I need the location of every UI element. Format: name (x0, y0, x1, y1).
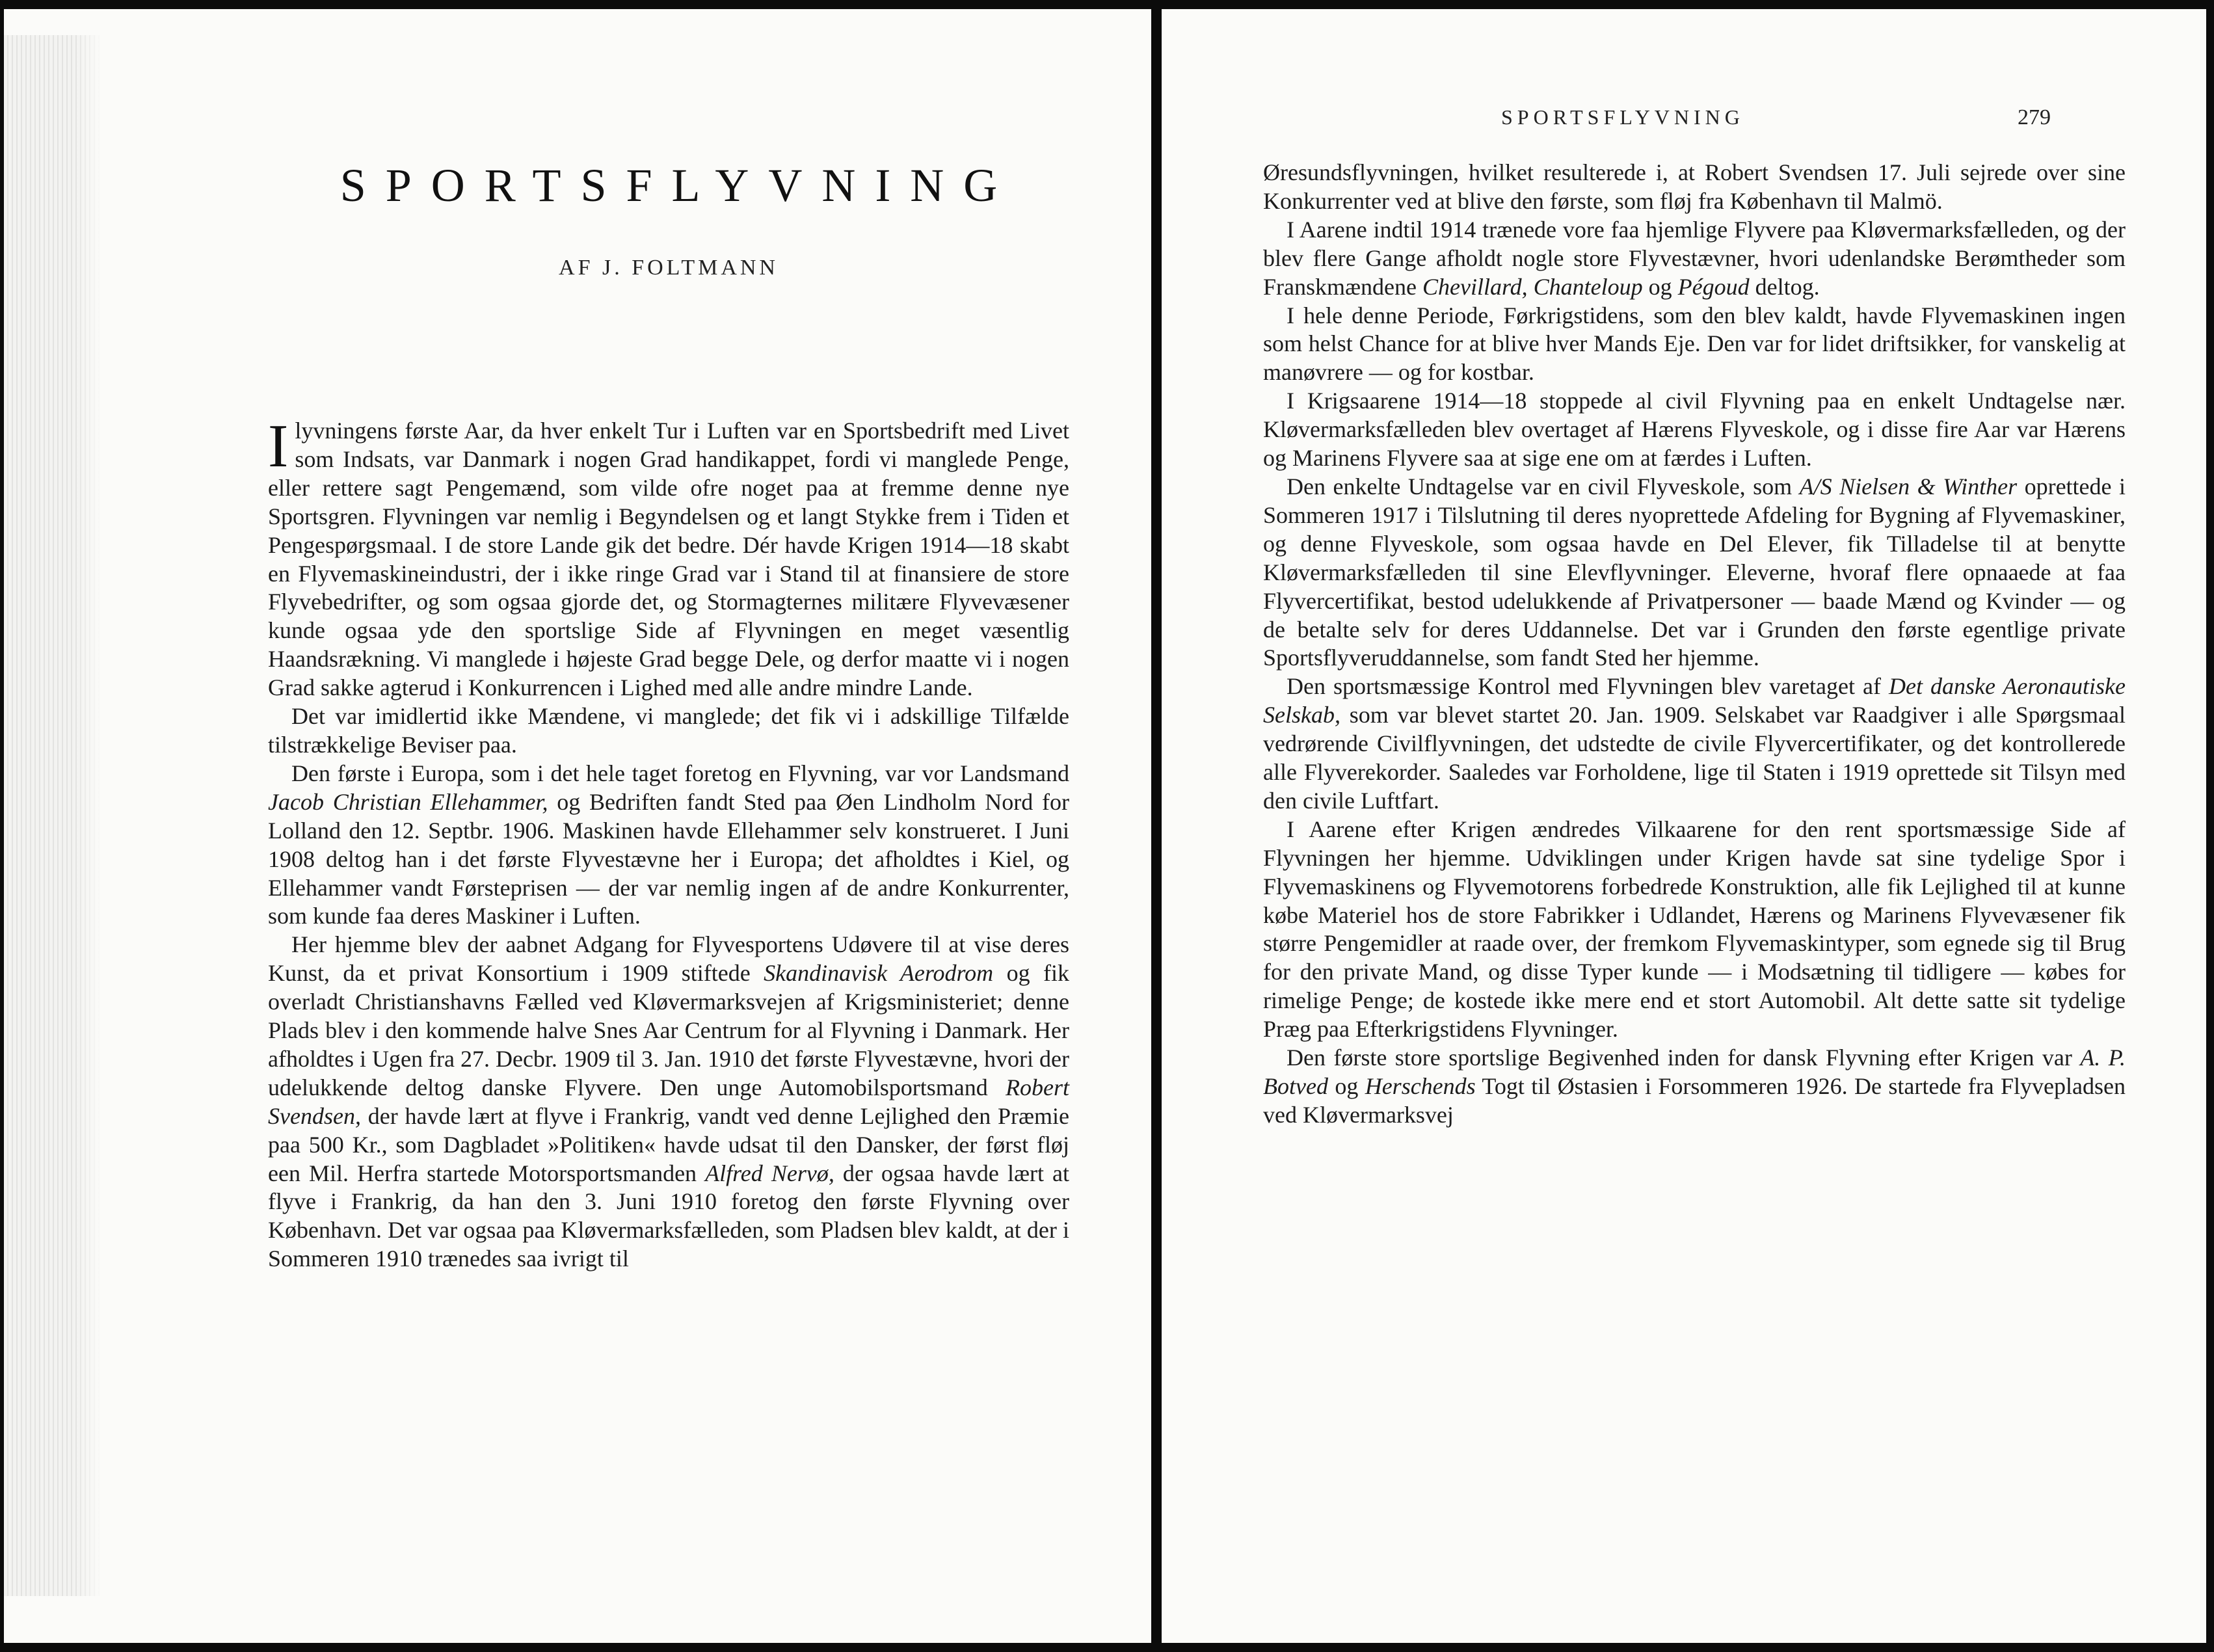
name-italic: Herschends (1365, 1073, 1476, 1099)
paragraph-8 (1263, 1044, 2126, 1130)
name-italic: Pégoud (1677, 273, 1750, 300)
page-edges (4, 35, 101, 1596)
text-run: Den enkelte Undtagelse var en civil Flyveskole, som (1287, 473, 1800, 500)
paragraph-4: I Krigsaarene 1914—18 stoppede al civil Flyvning paa en enkelt Undtagelse nær. Kløvermarksfælleden blev overtaget af Hærens Flyveskole, og i disse fire Aar var Hærens og Marinens Flyvere saa at sige ene om at færdes i Luften. (1263, 388, 2126, 472)
paragraph-7: I Aarene efter Krigen ændredes Vilkaarene for den rent sportsmæssige Side af Flyvningen her hjemme. Udviklingen under Krigen havde sat sine tydelige Spor i Flyvemaskinens og Flyvemotorens forbedrede Konstruktion, alle fik Lejlighed til at kunne købe Materiel hos de store Fabrikker i Udlandet, Hærens og Marinens Flyvevæsener fik større Pengemidler at raade over, der fremkom Flyvemaskintyper, som egnede sig til Brug for den private Mand, og disse Typer kunde — i Modsætning til tidligere — købes for rimelige Penge; de kostede ikke mere end et stort Automobil. Alt dette satte sit tydelige Præg paa Efterkrigstidens Flyvninger. (1263, 816, 2126, 1043)
paragraph-2 (1263, 216, 2126, 302)
running-head-title: SPORTSFLYVNING (1501, 105, 1744, 129)
article-title: SPORTSFLYVNING (340, 159, 1017, 211)
text-run: der havde lært at flyve i Frankrig, vandt ved denne Lejlighed den Præmie paa 500 Kr., som Dagbladet »Politiken« havde udsat til den Dansker, der først fløj een Mil. Herfra startede Motorsportsmanden (268, 1102, 1069, 1186)
left-text-column (268, 159, 1069, 1273)
text-run: der ogsaa havde lært at flyve i Frankrig, da han den 3. Juni 1910 foretog den første Flyvning over København. Det var ogsaa paa Kløvermarksfælleden, som Pladsen blev kaldt, at der i Sommeren 1910 trænedes saa ivrigt til (268, 1160, 1070, 1272)
paragraph-4 (268, 931, 1069, 1273)
name-italic: Alfred Nervø, (705, 1160, 834, 1186)
name-italic: Det danske Aeronautiske Selskab, (1263, 673, 2126, 728)
text-run: Togt til Østasien i Forsommeren 1926. De startede fra Flyvepladsen ved Kløvermarksvej (1263, 1073, 2126, 1128)
running-head (1162, 105, 2206, 138)
text-run: Den første store sportslige Begivenhed inden for dansk Flyvning efter Krigen var (1287, 1045, 2081, 1071)
paragraph-3 (268, 760, 1069, 931)
article-byline: AF J. FOLTMANN (559, 256, 779, 280)
text-run: I Aarene indtil 1914 trænede vore faa hjemlige Flyvere paa Kløvermarksfælleden, og der blev flere Gange afholdt nogle store Flyvestævner, hvori udenlandske Berømtheder som Franskmændene (1263, 216, 2126, 300)
name-italic: A/S Nielsen & Winther (1799, 473, 2018, 500)
paragraph-1: Øresundsflyvningen, hvilket resulterede i, at Robert Svendsen 17. Juli sejrede over sine Konkurrenter ved at blive den første, som fløj fra København til Malmö. (1263, 159, 2126, 214)
paragraph-6 (1263, 673, 2126, 816)
text-run: oprettede i Sommeren 1917 i Tilslutning til deres nyoprettede Afdeling for Bygning af Flyvemaskiner, og denne Flyveskole, som ogsaa havde en Del Elever, fik Tilladelse til at benytte Kløvermarksfælleden til sine Elevflyvninger. Eleverne, hvoraf flere opnaaede at faa Flyvercertifikat, bestod udelukkende af Privatpersoner — baade Mænd og Kvinder — og de betalte selv for deres Uddannelse. Det var i Grunden den første egentlige private Sportsflyveruddannelse, som fandt Sted her hjemme. (1263, 473, 2126, 671)
text-run: og (1327, 1073, 1365, 1099)
name-italic: A. P. Botved (1263, 1045, 2126, 1099)
paragraph-2: Det var imidlertid ikke Mændene, vi manglede; det fik vi i adskillige Tilfælde tilstrækkelige Beviser paa. (268, 703, 1069, 758)
text-run: Den første i Europa, som i det hele taget foretog en Flyvning, var vor Landsmand (291, 760, 1069, 786)
text-run: og Bedriften fandt Sted paa Øen Lindholm Nord for Lolland den 12. Septbr. 1906. Maskinen havde Ellehammer selv konstrueret. I Juni 1908 deltog han i det første Flyvestævne her i Europa; det afholdtes i Kiel, og Ellehammer vandt Førsteprisen — der var nemlig ingen af de andre Konkurrenter, som kunde faa deres Maskiner i Luften. (268, 788, 1070, 929)
text-run: deltog. (1749, 273, 1820, 300)
paragraph-1-text: lyvningens første Aar, da hver enkelt Tur i Luften var en Sportsbedrift med Livet som Indsats, var Danmark i nogen Grad handikappet, fordi vi manglede Penge, eller rettere sagt Pengemænd, som vilde ofre noget paa at fremme denne nye Sportsgren. Flyvningen var nemlig i Begyndelsen og et langt Stykke frem i Tiden et Pengespørgsmaal. I de store Lande gik det bedre. Dér havde Krigen 1914—18 skabt en Flyvemaskineindustri, der i ikke ringe Grad var i Stand til at finansiere de store Flyvebedrifter, og som ogsaa gjorde det, og Stormagternes militære Flyvevæsener kunde ogsaa yde den sportslige Side af Flyvningen en meget væsentlig Haandsrækning. Vi manglede i højeste Grad begge Dele, og derfor maatte vi i nogen Grad sakke agterud i Konkurrencen i Lighed med alle andre mindre Lande. (268, 418, 1069, 701)
text-run: og fik overladt Christianshavns Fælled ved Kløvermarksvejen af Krigsministeriet; denne Plads blev i den kommende halve Snes Aar Centrum for al Flyvning i Danmark. Her afholdtes i Ugen fra 27. Decbr. 1909 til 3. Jan. 1910 det første Flyvestævne, hvori der udelukkende deltog danske Flyvere. Den unge Automobilsportsmand (268, 960, 1069, 1100)
paragraph-5 (1263, 473, 2126, 673)
name-italic: Jacob Christian Ellehammer, (268, 788, 548, 815)
paragraph-3: I hele denne Periode, Førkrigstidens, som den blev kaldt, havde Flyvemaskinen ingen som helst Chance for at blive hver Mands Eje. Den var for lidet driftsikker, for vanskelig at manøvrere — og for kostbar. (1263, 302, 2126, 386)
right-text-column (1263, 159, 2126, 1130)
drop-cap: I (268, 412, 289, 480)
text-run: Den sportsmæssige Kontrol med Flyvningen blev varetaget af (1287, 673, 1889, 700)
name-italic: Chevillard, Chanteloup (1422, 273, 1643, 300)
paragraph-1 (268, 412, 1069, 702)
right-page (1162, 9, 2206, 1643)
name-italic: Robert Svendsen, (268, 1074, 1069, 1129)
page-number: 279 (2018, 105, 2051, 129)
left-page (4, 9, 1151, 1643)
text-run: som var blevet startet 20. Jan. 1909. Selskabet var Raadgiver i alle Spørgsmaal vedrørende Civilflyvningen, det udstedte de civile Flyvercertifikater, og det kontrollerede alle Flyverekorder. Saaledes var Forholdene, lige til Staten i 1919 oprettede sit Tilsyn med den civile Luftfart. (1263, 702, 2126, 814)
name-italic: Skandinavisk Aerodrom (764, 960, 994, 987)
text-run: Her hjemme blev der aabnet Adgang for Flyvesportens Udøvere til at vise deres Kunst, da et privat Konsortium i 1909 stiftede (268, 931, 1069, 987)
text-run: og (1642, 273, 1678, 300)
